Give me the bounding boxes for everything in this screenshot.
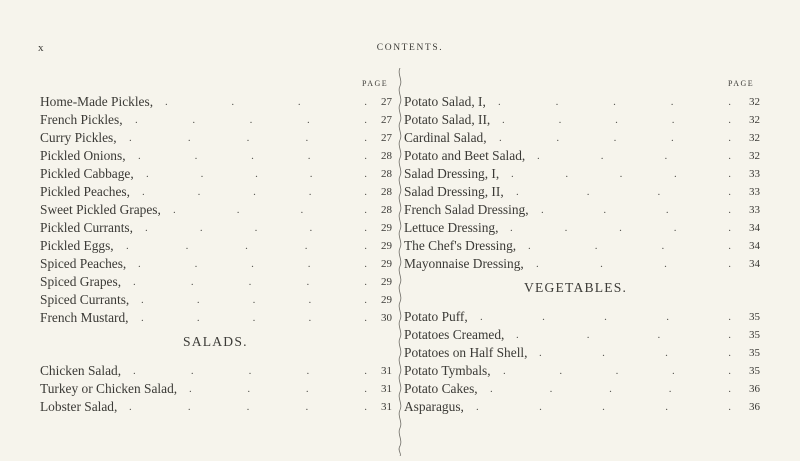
- dot-leader: . . . . .: [498, 96, 731, 108]
- entry-page-number: 33: [749, 186, 760, 198]
- dot-leader: . . . . .: [476, 401, 731, 413]
- contents-entry: [40, 147, 400, 165]
- dot-leader: . . . . .: [499, 132, 731, 144]
- entry-title: Spiced Grapes,: [40, 274, 122, 289]
- entry-title: Mayonnaise Dressing,: [404, 256, 524, 271]
- entry-page-number: 28: [381, 168, 392, 180]
- dot-leader: . . . . .: [141, 312, 367, 324]
- contents-entry: [404, 380, 764, 398]
- entry-page-number: 32: [749, 150, 760, 162]
- section-heading: VEGETABLES.: [524, 280, 628, 295]
- contents-entry: [404, 165, 764, 183]
- entry-title: Pickled Cabbage,: [40, 166, 134, 181]
- contents-entry: [404, 111, 764, 129]
- contents-entry: [404, 147, 764, 165]
- entry-title: Potato Salad, II,: [404, 112, 491, 127]
- entry-title: Potato Tymbals,: [404, 363, 491, 378]
- dot-leader: . . . . .: [135, 114, 367, 126]
- dot-leader: . . . .: [539, 347, 731, 359]
- entry-page-number: 27: [381, 132, 392, 144]
- entry-page-number: 35: [749, 365, 760, 377]
- dot-leader: . . . .: [516, 329, 731, 341]
- dot-leader: . . . . .: [145, 222, 367, 234]
- entry-page-number: 34: [749, 258, 760, 270]
- dot-leader: . . . .: [528, 240, 731, 252]
- entry-page-number: 32: [749, 96, 760, 108]
- contents-entry: [404, 398, 764, 416]
- contents-entry: [40, 165, 400, 183]
- entry-title: Cardinal Salad,: [404, 130, 487, 145]
- entry-title: Salad Dressing, I,: [404, 166, 500, 181]
- entry-page-number: 32: [749, 132, 760, 144]
- contents-entry: [404, 201, 764, 219]
- entry-page-number: 29: [381, 294, 392, 306]
- contents-entry: [40, 309, 400, 327]
- section-heading-row: [40, 327, 400, 362]
- dot-leader: . . . . .: [490, 383, 731, 395]
- dot-leader: . . . .: [173, 204, 367, 216]
- dot-leader: . . . . .: [142, 186, 367, 198]
- entry-title: Pickled Currants,: [40, 220, 133, 235]
- contents-entry: [40, 111, 400, 129]
- entry-page-number: 29: [381, 276, 392, 288]
- entry-title: French Pickles,: [40, 112, 123, 127]
- contents-entry: [404, 219, 764, 237]
- column-header-left: PAGE: [362, 79, 389, 88]
- contents-entry: [40, 93, 400, 111]
- entry-title: Potato Puff,: [404, 309, 468, 324]
- dot-leader: . . . . .: [129, 401, 367, 413]
- entry-title: Sweet Pickled Grapes,: [40, 202, 161, 217]
- entry-title: Lettuce Dressing,: [404, 220, 499, 235]
- contents-entry: [404, 93, 764, 111]
- dot-leader: . . . .: [541, 204, 731, 216]
- entry-title: Pickled Onions,: [40, 148, 126, 163]
- entry-page-number: 28: [381, 186, 392, 198]
- entry-page-number: 29: [381, 240, 392, 252]
- dot-leader: . . . . .: [126, 240, 367, 252]
- dot-leader: . . . . .: [141, 294, 367, 306]
- entry-title: French Salad Dressing,: [404, 202, 529, 217]
- entry-page-number: 33: [749, 204, 760, 216]
- contents-entry: [40, 291, 400, 309]
- dot-leader: . . . . .: [146, 168, 367, 180]
- entry-page-number: 34: [749, 222, 760, 234]
- entry-page-number: 30: [381, 312, 392, 324]
- dot-leader: . . . . .: [133, 276, 367, 288]
- dot-leader: . . . . .: [133, 365, 367, 377]
- entry-page-number: 36: [749, 383, 760, 395]
- dot-leader: . . . .: [536, 258, 731, 270]
- contents-entry: [40, 398, 400, 416]
- entry-title: Turkey or Chicken Salad,: [40, 381, 178, 396]
- section-heading-row: [404, 273, 764, 308]
- entry-title: Pickled Eggs,: [40, 238, 114, 253]
- entry-page-number: 28: [381, 150, 392, 162]
- entry-page-number: 29: [381, 222, 392, 234]
- entry-page-number: 29: [381, 258, 392, 270]
- contents-entry: [404, 255, 764, 273]
- entry-title: Potato Salad, I,: [404, 94, 486, 109]
- contents-entry: [404, 183, 764, 201]
- contents-entry: [40, 129, 400, 147]
- section-heading: SALADS.: [183, 334, 248, 349]
- entry-page-number: 32: [749, 114, 760, 126]
- contents-entry: [404, 129, 764, 147]
- entry-page-number: 27: [381, 114, 392, 126]
- entry-page-number: 34: [749, 240, 760, 252]
- page-folio: x: [38, 42, 45, 54]
- dot-leader: . . . .: [189, 383, 367, 395]
- entry-title: Potato Cakes,: [404, 381, 478, 396]
- dot-leader: . . . . .: [503, 365, 731, 377]
- entry-title: Potatoes on Half Shell,: [404, 345, 528, 360]
- entry-title: Potatoes Creamed,: [404, 327, 505, 342]
- contents-entry: [40, 201, 400, 219]
- contents-entry: [404, 326, 764, 344]
- dot-leader: . . . . .: [510, 222, 731, 234]
- contents-column-right: [404, 93, 764, 416]
- entry-title: Spiced Peaches,: [40, 256, 127, 271]
- entry-page-number: 31: [381, 401, 392, 413]
- dot-leader: . . . .: [516, 186, 731, 198]
- entry-title: Lobster Salad,: [40, 399, 118, 414]
- entry-title: Home-Made Pickles,: [40, 94, 154, 109]
- contents-entry: [40, 273, 400, 291]
- entry-page-number: 35: [749, 347, 760, 359]
- contents-entry: [404, 237, 764, 255]
- contents-entry: [40, 362, 400, 380]
- contents-entry: [404, 344, 764, 362]
- dot-leader: . . . .: [537, 150, 731, 162]
- dot-leader: . . . . .: [138, 258, 367, 270]
- contents-entry: [404, 308, 764, 326]
- dot-leader: . . . . .: [138, 150, 367, 162]
- entry-title: Spiced Currants,: [40, 292, 130, 307]
- contents-column-left: [40, 93, 400, 416]
- dot-leader: . . . .: [165, 96, 367, 108]
- entry-page-number: 35: [749, 329, 760, 341]
- entry-page-number: 35: [749, 311, 760, 323]
- contents-entry: [40, 219, 400, 237]
- contents-entry: [40, 237, 400, 255]
- entry-page-number: 36: [749, 401, 760, 413]
- entry-page-number: 28: [381, 204, 392, 216]
- dot-leader: . . . . .: [511, 168, 731, 180]
- contents-entry: [40, 380, 400, 398]
- entry-page-number: 31: [381, 383, 392, 395]
- contents-entry: [40, 255, 400, 273]
- column-header-right: PAGE: [728, 79, 755, 88]
- contents-entry: [404, 362, 764, 380]
- entry-title: The Chef's Dressing,: [404, 238, 517, 253]
- entry-page-number: 33: [749, 168, 760, 180]
- entry-title: Pickled Peaches,: [40, 184, 130, 199]
- contents-entry: [40, 183, 400, 201]
- dot-leader: . . . . .: [129, 132, 367, 144]
- entry-title: French Mustard,: [40, 310, 129, 325]
- entry-title: Curry Pickles,: [40, 130, 117, 145]
- entry-title: Salad Dressing, II,: [404, 184, 504, 199]
- entry-title: Asparagus,: [404, 399, 464, 414]
- entry-page-number: 31: [381, 365, 392, 377]
- entry-title: Potato and Beet Salad,: [404, 148, 526, 163]
- running-head: CONTENTS.: [376, 43, 444, 53]
- entry-title: Chicken Salad,: [40, 363, 122, 378]
- dot-leader: . . . . .: [502, 114, 731, 126]
- entry-page-number: 27: [381, 96, 392, 108]
- dot-leader: . . . . .: [480, 311, 731, 323]
